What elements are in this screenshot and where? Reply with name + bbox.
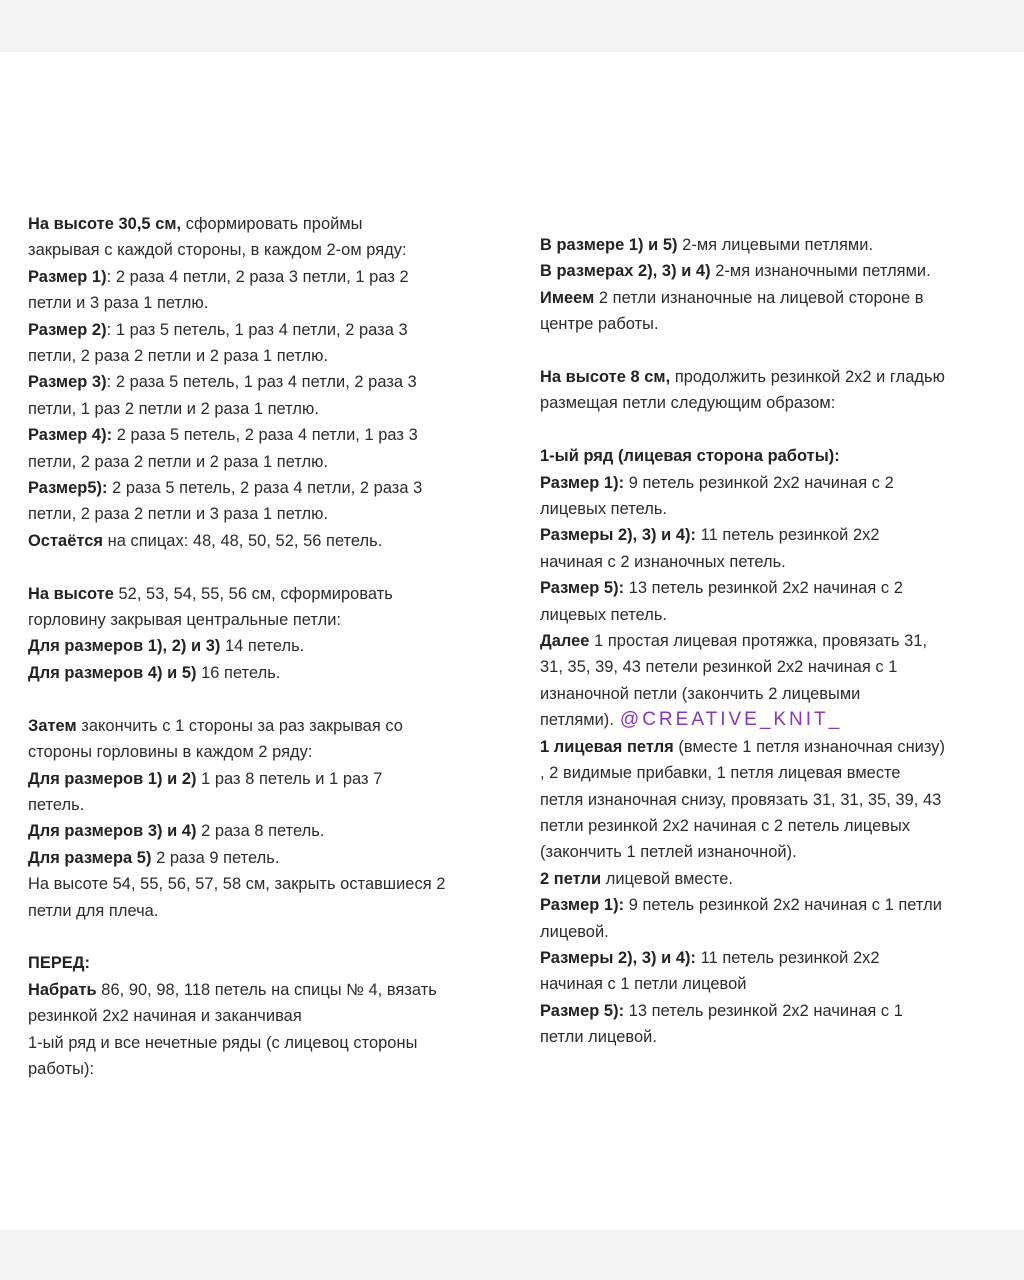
- line-text: петли, 2 раза 2 петли и 2 раза 1 петлю.: [28, 452, 329, 471]
- text-line: [540, 839, 1010, 865]
- bold-lead: ПЕРЕД:: [28, 954, 91, 973]
- bold-lead: Набрать: [28, 980, 97, 999]
- bold-lead: Размер 1): [28, 267, 107, 286]
- line-text: горловину закрывая центральные петли:: [28, 611, 342, 630]
- line-text: 2 раза 8 петель.: [196, 822, 325, 841]
- text-line: [540, 945, 1010, 971]
- line-text: , 2 видимые прибавки, 1 петля лицевая вместе: [540, 764, 901, 783]
- line-text: 11 петель резинкой 2х2: [696, 526, 880, 545]
- text-line: [28, 871, 508, 897]
- text-line: [28, 501, 508, 527]
- text-line: [28, 898, 508, 924]
- bold-lead: Для размеров 1) и 2): [28, 769, 197, 788]
- line-text: размещая петли следующим образом:: [540, 394, 836, 413]
- line-text: 14 петель.: [220, 637, 305, 656]
- bold-lead: Затем: [28, 716, 77, 735]
- line-text: петли резинкой 2х2 начиная с 2 петель лицевых: [540, 816, 911, 835]
- bold-lead: На высоте: [28, 584, 114, 603]
- text-line: [540, 496, 1010, 522]
- paragraph-gap: [28, 686, 508, 712]
- line-text: работы):: [28, 1059, 95, 1078]
- line-text: 16 петель.: [196, 663, 281, 682]
- bold-lead: На высоте 30,5 см,: [28, 215, 182, 233]
- text-line: [540, 971, 1010, 997]
- bold-lead: Размер 5):: [540, 1001, 625, 1020]
- line-text: лицевой.: [540, 922, 609, 941]
- line-text: начиная с 2 изнаночных петель.: [540, 552, 786, 571]
- text-line: [28, 977, 508, 1003]
- text-line: [28, 290, 508, 316]
- text-line: [540, 681, 1010, 707]
- text-line: [28, 343, 508, 369]
- line-text: петли лицевой.: [540, 1028, 657, 1047]
- bold-lead: Для размеров 4) и 5): [28, 663, 197, 682]
- line-text: (закончить 1 петлей изнаночной).: [540, 843, 797, 862]
- text-line: [540, 443, 1010, 469]
- bold-lead: Далее: [540, 632, 590, 651]
- paragraph-gap: [28, 554, 508, 580]
- line-text: лицевых петель.: [540, 605, 668, 624]
- text-line: [28, 818, 508, 844]
- text-line: [28, 713, 508, 739]
- text-line: [28, 449, 508, 475]
- line-text: 2 петли изнаночные на лицевой стороне в: [594, 288, 924, 307]
- line-text: : 1 раз 5 петель, 1 раз 4 петли, 2 раза 3: [106, 320, 408, 339]
- bold-lead: На высоте 8 см,: [540, 368, 671, 387]
- text-line: [28, 766, 508, 792]
- text-line: [540, 787, 1010, 813]
- line-text: 52, 53, 54, 55, 56 см, сформировать: [113, 584, 393, 603]
- line-text: петли для плеча.: [28, 901, 159, 920]
- text-line: [28, 317, 508, 343]
- bold-lead: Размер 1):: [540, 473, 625, 492]
- bold-lead: Размеры 2), 3) и 4):: [540, 948, 697, 967]
- right-text-column: [540, 232, 1010, 1051]
- bold-lead: Размер 1):: [540, 896, 625, 915]
- line-text: лицевой вместе.: [601, 869, 733, 888]
- text-line: [540, 285, 1010, 311]
- paragraph-gap: [540, 338, 1010, 364]
- line-text: центре работы.: [540, 315, 659, 334]
- bold-lead: Размеры 2), 3) и 4):: [540, 526, 697, 545]
- line-text: 1 простая лицевая протяжка, провязать 31,: [589, 632, 928, 651]
- text-line: [540, 813, 1010, 839]
- text-line: [540, 575, 1010, 601]
- text-line: [28, 581, 508, 607]
- line-text: : 2 раза 4 петли, 2 раза 3 петли, 1 раз 2: [106, 267, 409, 286]
- line-text: 1 раз 8 петель и 1 раз 7: [196, 769, 383, 788]
- text-line: [540, 760, 1010, 786]
- line-text: 1-ый ряд и все нечетные ряды (с лицевоц стороны: [28, 1033, 418, 1052]
- line-text: лицевых петель.: [540, 500, 668, 519]
- text-line: [540, 866, 1010, 892]
- line-text: петли, 1 раз 2 петли и 2 раза 1 петлю.: [28, 399, 319, 418]
- line-text: резинкой 2х2 начиная и заканчивая: [28, 1007, 302, 1026]
- bold-lead: 2 петли: [540, 869, 602, 888]
- text-line: [540, 364, 1010, 390]
- bold-lead: Для размера 5): [28, 848, 152, 867]
- top-margin-band: [0, 0, 1024, 52]
- bold-lead: Размер 3): [28, 373, 107, 392]
- line-text: 2 раза 9 петель.: [151, 848, 280, 867]
- text-line: [28, 264, 508, 290]
- text-line: [540, 232, 1010, 258]
- line-text: 2-мя лицевыми петлями.: [677, 236, 874, 254]
- line-text: петли и 3 раза 1 петлю.: [28, 294, 209, 313]
- text-line: [540, 892, 1010, 918]
- line-text: 31, 35, 39, 43 петели резинкой 2х2 начиная с 1: [540, 658, 898, 677]
- text-line: [540, 628, 1010, 654]
- bold-lead: Размер5):: [28, 479, 108, 498]
- text-line: [540, 707, 1010, 733]
- text-line: [28, 528, 508, 554]
- line-text: На высоте 54, 55, 56, 57, 58 см, закрыть оставшиеся 2: [28, 875, 446, 894]
- line-text: 13 петель резинкой 2х2 начиная с 2: [624, 579, 903, 598]
- text-line: [540, 734, 1010, 760]
- text-line: [28, 660, 508, 686]
- text-line: [540, 549, 1010, 575]
- text-line: [540, 311, 1010, 337]
- line-text: начиная с 1 петли лицевой: [540, 975, 747, 994]
- text-line: [28, 1056, 508, 1082]
- text-line: [28, 1030, 508, 1056]
- bold-lead: Для размеров 3) и 4): [28, 822, 197, 841]
- line-text: петля изнаночная снизу, провязать 31, 31, 35, 39, 43: [540, 790, 942, 809]
- line-text: петель.: [28, 795, 85, 814]
- bold-lead: В размере 1) и 5): [540, 236, 678, 254]
- text-line: [540, 1024, 1010, 1050]
- text-line: [540, 654, 1010, 680]
- text-line: [28, 950, 508, 976]
- line-text: 86, 90, 98, 118 петель на спицы № 4, вязать: [96, 980, 437, 999]
- text-line: [28, 237, 508, 263]
- line-text: : 2 раза 5 петель, 1 раз 4 петли, 2 раза 3: [106, 373, 417, 392]
- line-text: закрывая с каждой стороны, в каждом 2-ом ряду:: [28, 241, 407, 260]
- line-text: (вместе 1 петля изнаночная снизу): [673, 737, 946, 756]
- bold-lead: Остаётся: [28, 531, 104, 550]
- text-line: [28, 1003, 508, 1029]
- text-line: [28, 739, 508, 765]
- left-text-column: [28, 211, 508, 1082]
- text-line: [28, 422, 508, 448]
- line-text: 2-мя изнаночными петлями.: [710, 262, 931, 281]
- text-line: [540, 390, 1010, 416]
- paragraph-gap: [540, 417, 1010, 443]
- text-line: [28, 211, 508, 237]
- line-text: петли, 2 раза 2 петли и 2 раза 1 петлю.: [28, 347, 329, 366]
- text-line: [540, 602, 1010, 628]
- bold-lead: 1 лицевая петля: [540, 737, 674, 756]
- line-text: 2 раза 5 петель, 2 раза 4 петли, 2 раза 3: [107, 479, 423, 498]
- line-text: продолжить резинкой 2х2 и гладью: [670, 368, 945, 387]
- line-text: петли, 2 раза 2 петли и 3 раза 1 петлю.: [28, 505, 329, 524]
- text-line: [28, 475, 508, 501]
- line-text: 2 раза 5 петель, 2 раза 4 петли, 1 раз 3: [112, 426, 418, 445]
- bold-lead: Размер 5):: [540, 579, 625, 598]
- bold-lead: Для размеров 1), 2) и 3): [28, 637, 221, 656]
- text-line: [28, 792, 508, 818]
- bold-lead: 1-ый ряд (лицевая сторона работы):: [540, 447, 840, 466]
- text-line: [28, 396, 508, 422]
- line-text: стороны горловины в каждом 2 ряду:: [28, 743, 313, 762]
- bold-lead: Имеем: [540, 288, 595, 307]
- line-text: 9 петель резинкой 2х2 начиная с 2: [624, 473, 894, 492]
- text-line: [540, 470, 1010, 496]
- bottom-margin-band: [0, 1230, 1024, 1280]
- bold-lead: Размер 2): [28, 320, 107, 339]
- line-text: изнаночной петли (закончить 2 лицевыми: [540, 684, 861, 703]
- text-line: [28, 845, 508, 871]
- line-text: закончить с 1 стороны за раз закрывая со: [76, 716, 403, 735]
- bold-lead: В размерах 2), 3) и 4): [540, 262, 711, 281]
- text-line: [540, 522, 1010, 548]
- bold-lead: Размер 4):: [28, 426, 113, 445]
- text-line: [28, 369, 508, 395]
- brand-watermark: @CREATIVE_KNIT_: [619, 709, 843, 731]
- paragraph-gap: [28, 924, 508, 950]
- text-line: [540, 998, 1010, 1024]
- line-text: на спицах: 48, 48, 50, 52, 56 петель.: [103, 531, 383, 550]
- line-text: 9 петель резинкой 2х2 начиная с 1 петли: [624, 896, 942, 915]
- line-text: 13 петель резинкой 2х2 начиная с 1: [624, 1001, 903, 1020]
- line-text: 11 петель резинкой 2х2: [696, 948, 880, 967]
- text-line: [540, 919, 1010, 945]
- line-text: сформировать проймы: [181, 215, 363, 233]
- text-line: [28, 633, 508, 659]
- text-line: [540, 258, 1010, 284]
- text-line: [28, 607, 508, 633]
- line-text: петлями).: [540, 711, 614, 730]
